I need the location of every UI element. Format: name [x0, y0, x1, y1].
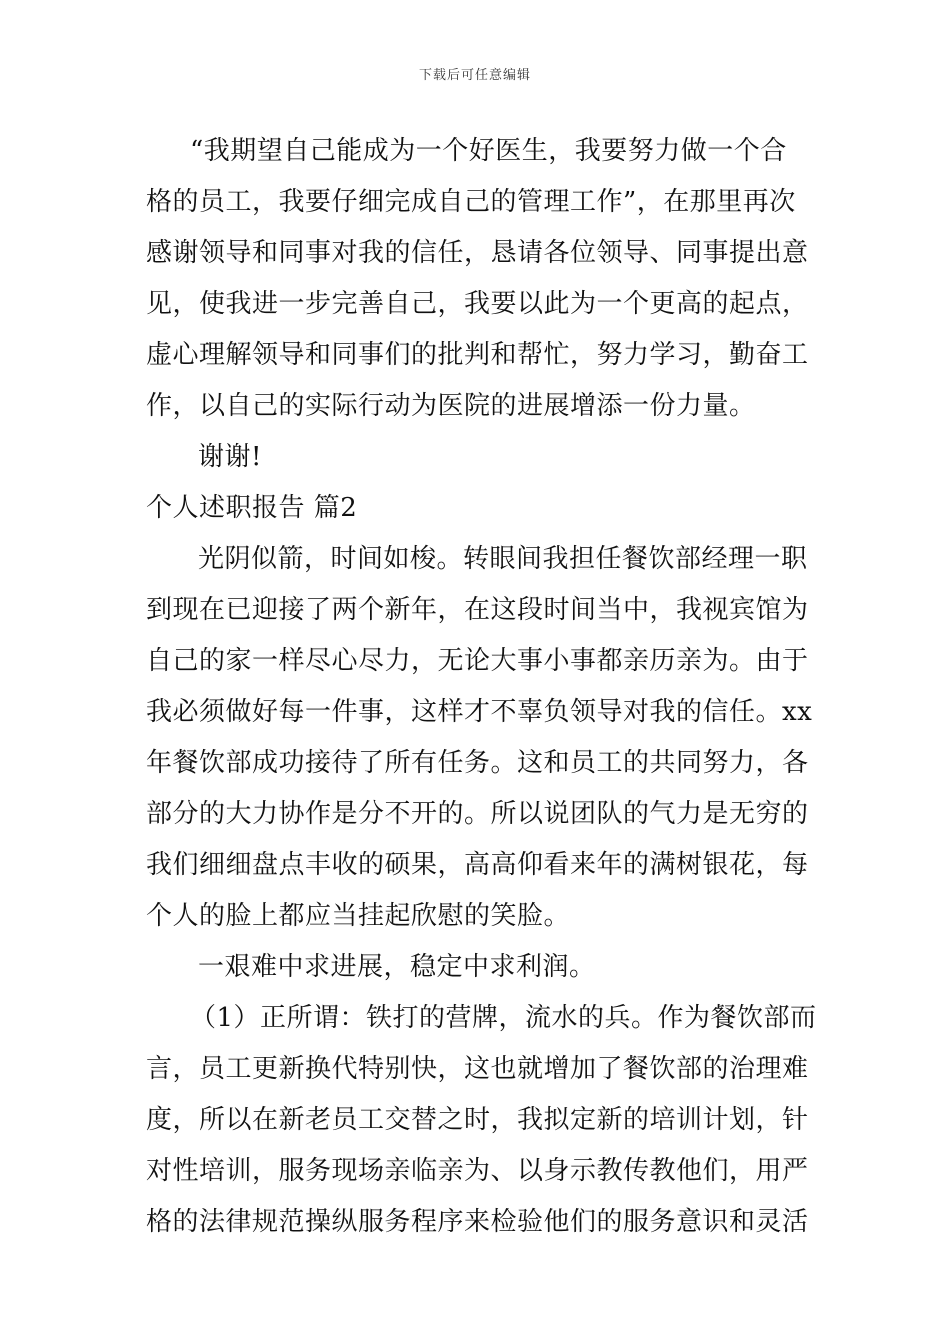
paragraph-line: 个人的脸上都应当挂起欣慰的笑脸。: [146, 901, 571, 931]
paragraph-line: 我们细细盘点丰收的硕果，高高仰看来年的满树银花，每: [146, 850, 809, 880]
paragraph-line: “我期望自己能成为一个好医生，我要努力做一个合: [190, 136, 787, 166]
paragraph-line: 见，使我进一步完善自己，我要以此为一个更高的起点，: [146, 289, 809, 319]
closing-thanks: 谢谢!: [198, 442, 262, 472]
document-body: [146, 126, 817, 1248]
paragraph-line: 言，员工更新换代特别快，这也就增加了餐饮部的治理难: [146, 1054, 809, 1084]
paragraph-line: 虚心理解领导和同事们的批判和帮忙，努力学习，勤奋工: [146, 340, 809, 370]
page-header: 下载后可任意编辑: [418, 68, 531, 83]
paragraph-line: （1）正所谓：铁打的营牌，流水的兵。作为餐饮部而: [190, 1003, 817, 1033]
paragraph-line: 感谢领导和同事对我的信任，恳请各位领导、同事提出意: [146, 238, 809, 268]
paragraph-line: 部分的大力协作是分不开的。所以说团队的气力是无穷的: [146, 799, 809, 829]
paragraph-line: 格的法律规范操纵服务程序来检验他们的服务意识和灵活: [146, 1207, 809, 1237]
paragraph-line: 我必须做好每一件事，这样才不辜负领导对我的信任。xx: [146, 697, 813, 727]
subsection-heading: 一艰难中求进展，稳定中求利润。: [198, 952, 596, 982]
paragraph-line: 格的员工，我要仔细完成自己的管理工作”，在那里再次: [146, 187, 796, 217]
paragraph-line: 光阴似箭，时间如梭。转眼间我担任餐饮部经理一职: [198, 544, 808, 574]
section-heading: 个人述职报告 篇2: [146, 493, 358, 523]
paragraph-line: 度，所以在新老员工交替之时，我拟定新的培训计划，针: [146, 1105, 809, 1135]
paragraph-line: 年餐饮部成功接待了所有任务。这和员工的共同努力，各: [146, 748, 809, 778]
paragraph-line: 作，以自己的实际行动为医院的进展增添一份力量。: [146, 391, 756, 421]
paragraph-line: 对性培训，服务现场亲临亲为、以身示教传教他们，用严: [146, 1156, 809, 1186]
paragraph-line: 自己的家一样尽心尽力，无论大事小事都亲历亲为。由于: [146, 646, 809, 676]
paragraph-line: 到现在已迎接了两个新年，在这段时间当中，我视宾馆为: [146, 595, 809, 625]
